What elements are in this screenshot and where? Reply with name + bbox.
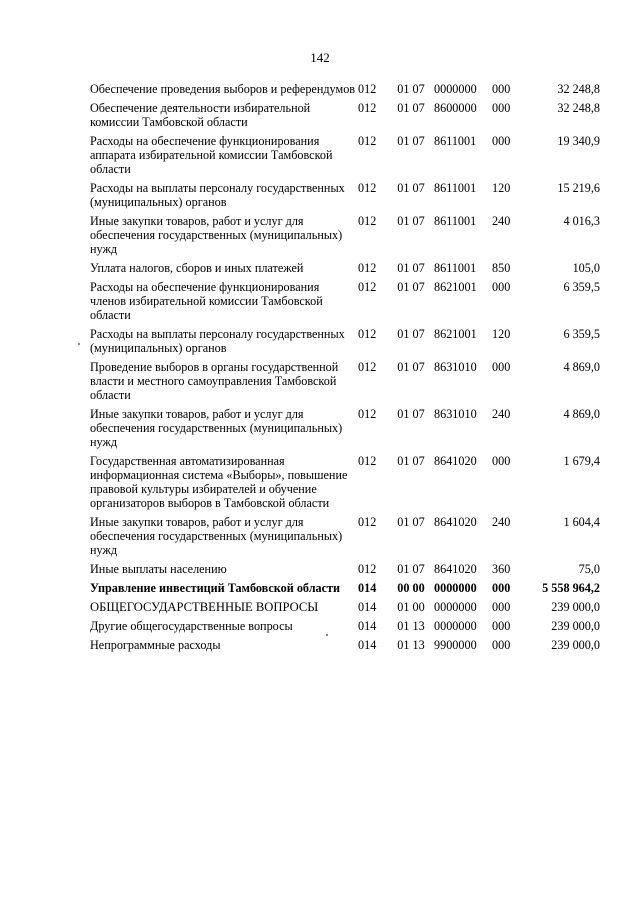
target-article-code-cell: 8621001: [434, 280, 477, 294]
row-name-cell: Расходы на обеспечение функционирования аппарата избирательной комиссии Тамбовской области: [90, 134, 333, 176]
table-row: [90, 638, 600, 657]
target-article-code-cell: 8600000: [434, 101, 477, 115]
section-code-cell: 01 07: [397, 360, 425, 374]
target-article-code-cell: 8641020: [434, 562, 477, 576]
section-code-cell: 01 07: [397, 562, 425, 576]
row-name-cell: Расходы на выплаты персоналу государственных (муниципальных) органов: [90, 181, 345, 209]
section-code-cell: 01 07: [397, 82, 425, 96]
amount-cell: 239 000,0: [551, 600, 600, 614]
amount-cell: 32 248,8: [557, 101, 600, 115]
section-code-cell: 01 07: [397, 327, 425, 341]
table-row: [90, 280, 600, 327]
row-name-cell: Уплата налогов, сборов и иных платежей: [90, 261, 304, 275]
budget-table-body: [90, 82, 600, 657]
expense-type-code-cell: 240: [492, 214, 511, 228]
target-article-code-cell: 8611001: [434, 214, 477, 228]
ministry-code-cell: 012: [358, 181, 377, 195]
table-row: [90, 600, 600, 619]
row-name-cell: Обеспечение деятельности избирательной комиссии Тамбовской области: [90, 101, 311, 129]
expense-type-code-cell: 120: [492, 181, 511, 195]
amount-cell: 5 558 964,2: [542, 581, 600, 595]
row-name-cell: Государственная автоматизированная информационная система «Выборы», повышение правовой культуры избирателей и обучение организаторов выборов в Тамбовской области: [90, 454, 348, 510]
section-code-cell: 00 00: [397, 581, 425, 595]
table-row: [90, 619, 600, 638]
target-article-code-cell: 8621001: [434, 327, 477, 341]
amount-cell: 239 000,0: [551, 619, 600, 633]
section-code-cell: 01 07: [397, 454, 425, 468]
target-article-code-cell: 9900000: [434, 638, 477, 652]
amount-cell: 6 359,5: [563, 280, 600, 294]
ministry-code-cell: 012: [358, 82, 377, 96]
ministry-code-cell: 012: [358, 101, 377, 115]
section-code-cell: 01 07: [397, 407, 425, 421]
expense-type-code-cell: 000: [492, 101, 511, 115]
expense-type-code-cell: 000: [492, 134, 511, 148]
amount-cell: 1 679,4: [563, 454, 600, 468]
amount-cell: 4 869,0: [563, 360, 600, 374]
row-name-cell: Иные закупки товаров, работ и услуг для обеспечения государственных (муниципальных) нужд: [90, 407, 343, 449]
amount-cell: 4 869,0: [563, 407, 600, 421]
section-code-cell: 01 07: [397, 101, 425, 115]
ministry-code-cell: 012: [358, 515, 377, 529]
ministry-code-cell: 012: [358, 261, 377, 275]
row-name-cell: Иные выплаты населению: [90, 562, 227, 576]
section-code-cell: 01 07: [397, 515, 425, 529]
expense-type-code-cell: 240: [492, 407, 511, 421]
section-code-cell: 01 07: [397, 181, 425, 195]
target-article-code-cell: 0000000: [434, 581, 477, 595]
amount-cell: 15 219,6: [557, 181, 600, 195]
amount-cell: 1 604,4: [563, 515, 600, 529]
expense-type-code-cell: 850: [492, 261, 511, 275]
budget-table: [90, 82, 600, 657]
ministry-code-cell: 012: [358, 327, 377, 341]
scan-speck: [78, 343, 80, 345]
ministry-code-cell: 014: [358, 619, 377, 633]
expense-type-code-cell: 000: [492, 619, 511, 633]
ministry-code-cell: 014: [358, 638, 377, 652]
table-row: [90, 134, 600, 181]
table-row: [90, 407, 600, 454]
section-code-cell: 01 13: [397, 619, 425, 633]
row-name-cell: Иные закупки товаров, работ и услуг для обеспечения государственных (муниципальных) нужд: [90, 515, 343, 557]
expense-type-code-cell: 000: [492, 638, 511, 652]
section-code-cell: 01 07: [397, 214, 425, 228]
target-article-code-cell: 0000000: [434, 619, 477, 633]
target-article-code-cell: 8611001: [434, 181, 477, 195]
expense-type-code-cell: 360: [492, 562, 511, 576]
expense-type-code-cell: 000: [492, 581, 511, 595]
ministry-code-cell: 012: [358, 280, 377, 294]
expense-type-code-cell: 000: [492, 280, 511, 294]
amount-cell: 4 016,3: [563, 214, 600, 228]
ministry-code-cell: 012: [358, 562, 377, 576]
ministry-code-cell: 012: [358, 134, 377, 148]
table-row: [90, 261, 600, 280]
expense-type-code-cell: 000: [492, 600, 511, 614]
section-code-cell: 01 13: [397, 638, 425, 652]
target-article-code-cell: 8611001: [434, 261, 477, 275]
expense-type-code-cell: 000: [492, 454, 511, 468]
table-row: [90, 360, 600, 407]
target-article-code-cell: 8631010: [434, 360, 477, 374]
ministry-code-cell: 012: [358, 407, 377, 421]
row-name-cell: Проведение выборов в органы государственной власти и местного самоуправления Тамбовской области: [90, 360, 339, 402]
ministry-code-cell: 012: [358, 454, 377, 468]
row-name-cell: Обеспечение проведения выборов и референдумов: [90, 82, 356, 96]
section-code-cell: 01 07: [397, 134, 425, 148]
row-name-cell: Другие общегосударственные вопросы: [90, 619, 293, 633]
expense-type-code-cell: 000: [492, 82, 511, 96]
page-number: 142: [310, 50, 330, 65]
section-code-cell: 01 07: [397, 280, 425, 294]
table-row: [90, 327, 600, 360]
expense-type-code-cell: 240: [492, 515, 511, 529]
target-article-code-cell: 8641020: [434, 515, 477, 529]
amount-cell: 6 359,5: [563, 327, 600, 341]
expense-type-code-cell: 000: [492, 360, 511, 374]
scan-speck: [326, 634, 328, 636]
amount-cell: 75,0: [578, 562, 600, 576]
table-row: [90, 562, 600, 581]
table-row: [90, 581, 600, 600]
row-name-cell: Расходы на выплаты персоналу государственных (муниципальных) органов: [90, 327, 345, 355]
amount-cell: 32 248,8: [557, 82, 600, 96]
ministry-code-cell: 014: [358, 600, 377, 614]
row-name-cell: Расходы на обеспечение функционирования членов избирательной комиссии Тамбовской области: [90, 280, 323, 322]
section-code-cell: 01 07: [397, 261, 425, 275]
section-code-cell: 01 00: [397, 600, 425, 614]
ministry-code-cell: 014: [358, 581, 377, 595]
amount-cell: 105,0: [572, 261, 600, 275]
table-row: [90, 214, 600, 261]
ministry-code-cell: 012: [358, 360, 377, 374]
row-name-cell: Непрограммные расходы: [90, 638, 221, 652]
table-row: [90, 181, 600, 214]
row-name-cell: ОБЩЕГОСУДАРСТВЕННЫЕ ВОПРОСЫ: [90, 600, 319, 614]
row-name-cell: Иные закупки товаров, работ и услуг для обеспечения государственных (муниципальных) нужд: [90, 214, 343, 256]
table-row: [90, 454, 600, 515]
target-article-code-cell: 8641020: [434, 454, 477, 468]
expense-type-code-cell: 120: [492, 327, 511, 341]
target-article-code-cell: 8631010: [434, 407, 477, 421]
table-row: [90, 82, 600, 101]
ministry-code-cell: 012: [358, 214, 377, 228]
target-article-code-cell: 0000000: [434, 600, 477, 614]
target-article-code-cell: 8611001: [434, 134, 477, 148]
amount-cell: 239 000,0: [551, 638, 600, 652]
table-row: [90, 101, 600, 134]
target-article-code-cell: 0000000: [434, 82, 477, 96]
amount-cell: 19 340,9: [557, 134, 600, 148]
row-name-cell: Управление инвестиций Тамбовской области: [90, 581, 341, 595]
table-row: [90, 515, 600, 562]
